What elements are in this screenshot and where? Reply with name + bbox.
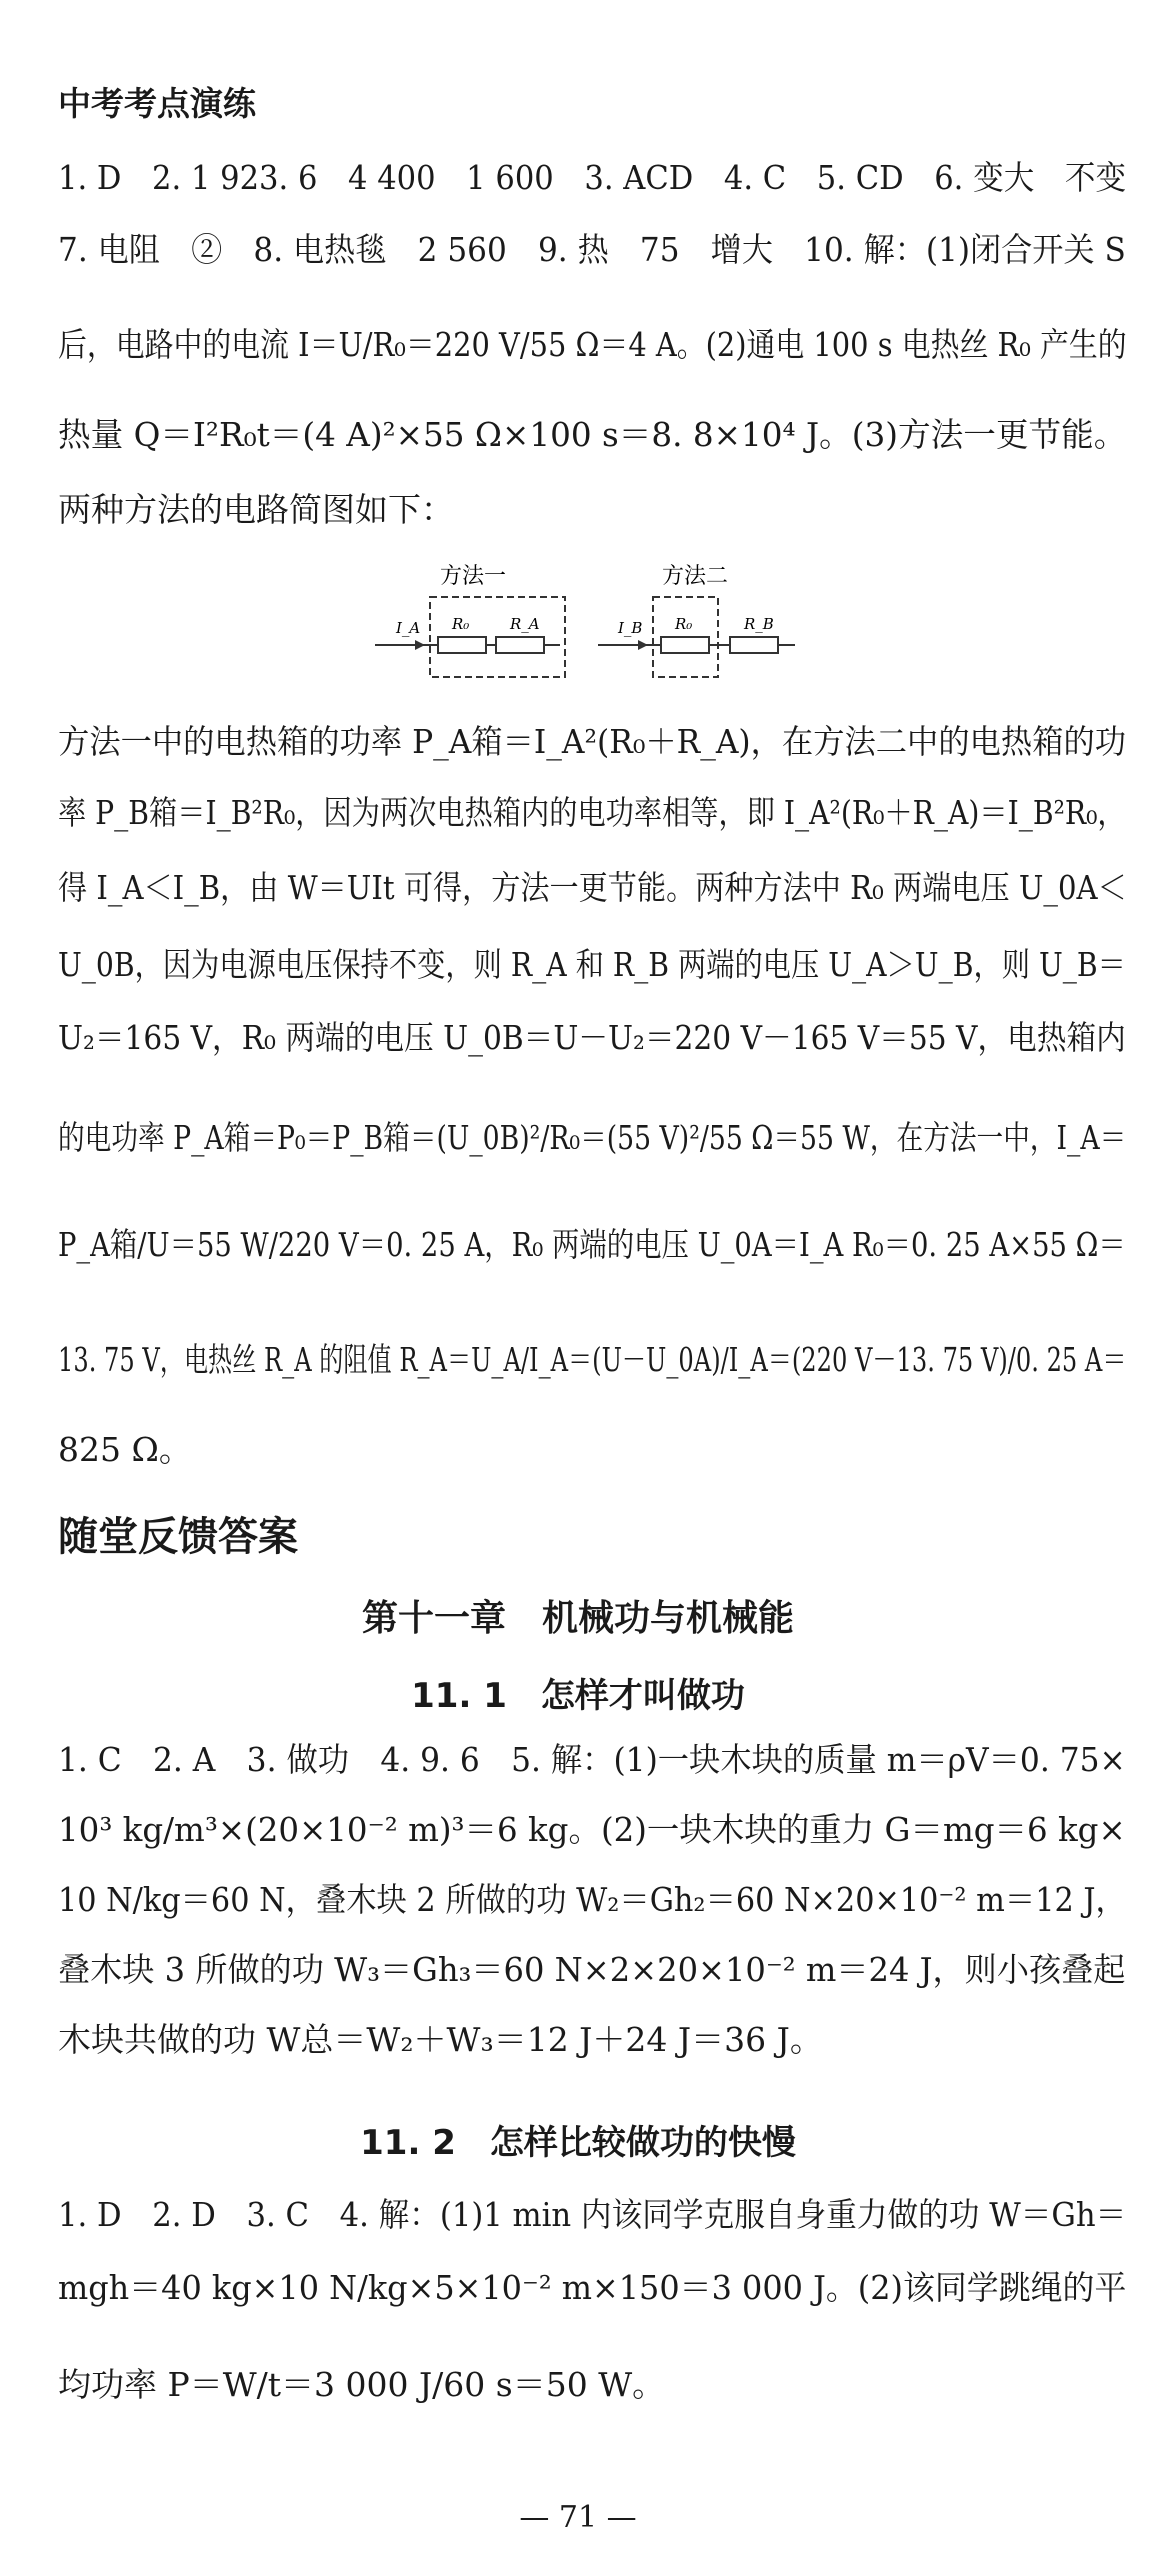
answer-line: 叠木块 3 所做的功 W₃＝Gh₃＝60 N×2×20×10⁻² m＝24 J，则小孩叠起: [58, 1950, 1126, 1989]
method2-r0-resistor: [661, 637, 709, 653]
answer-line: 7. 电阻 ② 8. 电热毯 2 560 9. 热 75 增大 10. 解：(1)闭合开关 S: [58, 230, 1126, 269]
top-title: 中考考点演练: [58, 84, 256, 123]
answer-line: 13. 75 V，电热丝 R_A 的阻值 R_A＝U_A/I_A＝(U－U_0A)/I_A＝(220 V－13. 75 V)/0. 25 A＝: [58, 1340, 1127, 1379]
answer-line: 1. D 2. 1 923. 6 4 400 1 600 3. ACD 4. C 5. CD 6. 变大 不变: [58, 158, 1127, 197]
answer-line: 两种方法的电路简图如下：: [58, 490, 454, 529]
answer-line: P_A箱/U＝55 W/220 V＝0. 25 A，R₀ 两端的电压 U_0A＝I_A R₀＝0. 25 A×55 Ω＝: [58, 1225, 1126, 1264]
answer-line: 得 I_A＜I_B，由 W＝UIt 可得，方法一更节能。两种方法中 R₀ 两端电压 U_0A＜: [58, 868, 1127, 907]
answer-line: 的电功率 P_A箱＝P₀＝P_B箱＝(U_0B)²/R₀＝(55 V)²/55 Ω＝55 W，在方法一中，I_A＝: [58, 1118, 1127, 1157]
method1-r0-resistor: [438, 637, 486, 653]
answer-line: 10 N/kg＝60 N，叠木块 2 所做的功 W₂＝Gh₂＝60 N×20×10⁻² m＝12 J，: [58, 1880, 1126, 1919]
answer-line: 1. D 2. D 3. C 4. 解：(1)1 min 内该同学克服自身重力做的功 W＝Gh＝: [58, 2195, 1127, 2234]
method1-r0-label: R₀: [452, 615, 470, 633]
page-number: — 71 —: [519, 2500, 637, 2535]
method1-current-label: I_A: [396, 619, 421, 637]
method2-rb-resistor: [730, 637, 778, 653]
method2-rb-label: R_B: [744, 615, 774, 633]
answer-line: 均功率 P＝W/t＝3 000 J/60 s＝50 W。: [58, 2365, 666, 2404]
current-arrow-icon: [415, 640, 425, 650]
answer-line: 825 Ω。: [58, 1430, 192, 1469]
method2-label: 方法二: [662, 564, 729, 589]
section-title: 随堂反馈答案: [58, 1514, 298, 1560]
chapter-title: 第十一章 机械功与机械能: [361, 1598, 794, 1639]
answer-line: 10³ kg/m³×(20×10⁻² m)³＝6 kg。(2)一块木块的重力 G＝mg＝6 kg×: [58, 1810, 1126, 1849]
circuit-diagram: [370, 555, 800, 685]
current-arrow-icon: [638, 640, 648, 650]
answer-line: 方法一中的电热箱的功率 P_A箱＝I_A²(R₀＋R_A)，在方法二中的电热箱的功: [58, 722, 1127, 761]
answer-line: 率 P_B箱＝I_B²R₀，因为两次电热箱内的电功率相等，即 I_A²(R₀＋R_A)＝I_B²R₀，: [58, 793, 1126, 832]
method2-current-label: I_B: [618, 619, 643, 637]
subsection-title: 11. 2 怎样比较做功的快慢: [360, 2123, 796, 2163]
answer-line: 木块共做的功 W总＝W₂＋W₃＝12 J＋24 J＝36 J。: [58, 2020, 823, 2059]
method2-r0-label: R₀: [675, 615, 693, 633]
method1-ra-resistor: [496, 637, 544, 653]
answer-line: 1. C 2. A 3. 做功 4. 9. 6 5. 解：(1)一块木块的质量 m＝ρV＝0. 75×: [58, 1740, 1126, 1779]
answer-line: mgh＝40 kg×10 N/kg×5×10⁻² m×150＝3 000 J。(2)该同学跳绳的平: [58, 2268, 1127, 2307]
method1-ra-label: R_A: [510, 615, 540, 633]
method1-label: 方法一: [440, 564, 507, 589]
answer-line: U_0B，因为电源电压保持不变，则 R_A 和 R_B 两端的电压 U_A＞U_B，则 U_B＝: [58, 945, 1126, 984]
answer-line: 热量 Q＝I²R₀t＝(4 A)²×55 Ω×100 s＝8. 8×10⁴ J。(3)方法一更节能。: [58, 415, 1127, 454]
answer-line: U₂＝165 V，R₀ 两端的电压 U_0B＝U－U₂＝220 V－165 V＝55 V，电热箱内: [58, 1018, 1126, 1057]
answer-line: 后，电路中的电流 I＝U/R₀＝220 V/55 Ω＝4 A。(2)通电 100 s 电热丝 R₀ 产生的: [58, 325, 1127, 364]
subsection-title: 11. 1 怎样才叫做功: [411, 1676, 745, 1716]
